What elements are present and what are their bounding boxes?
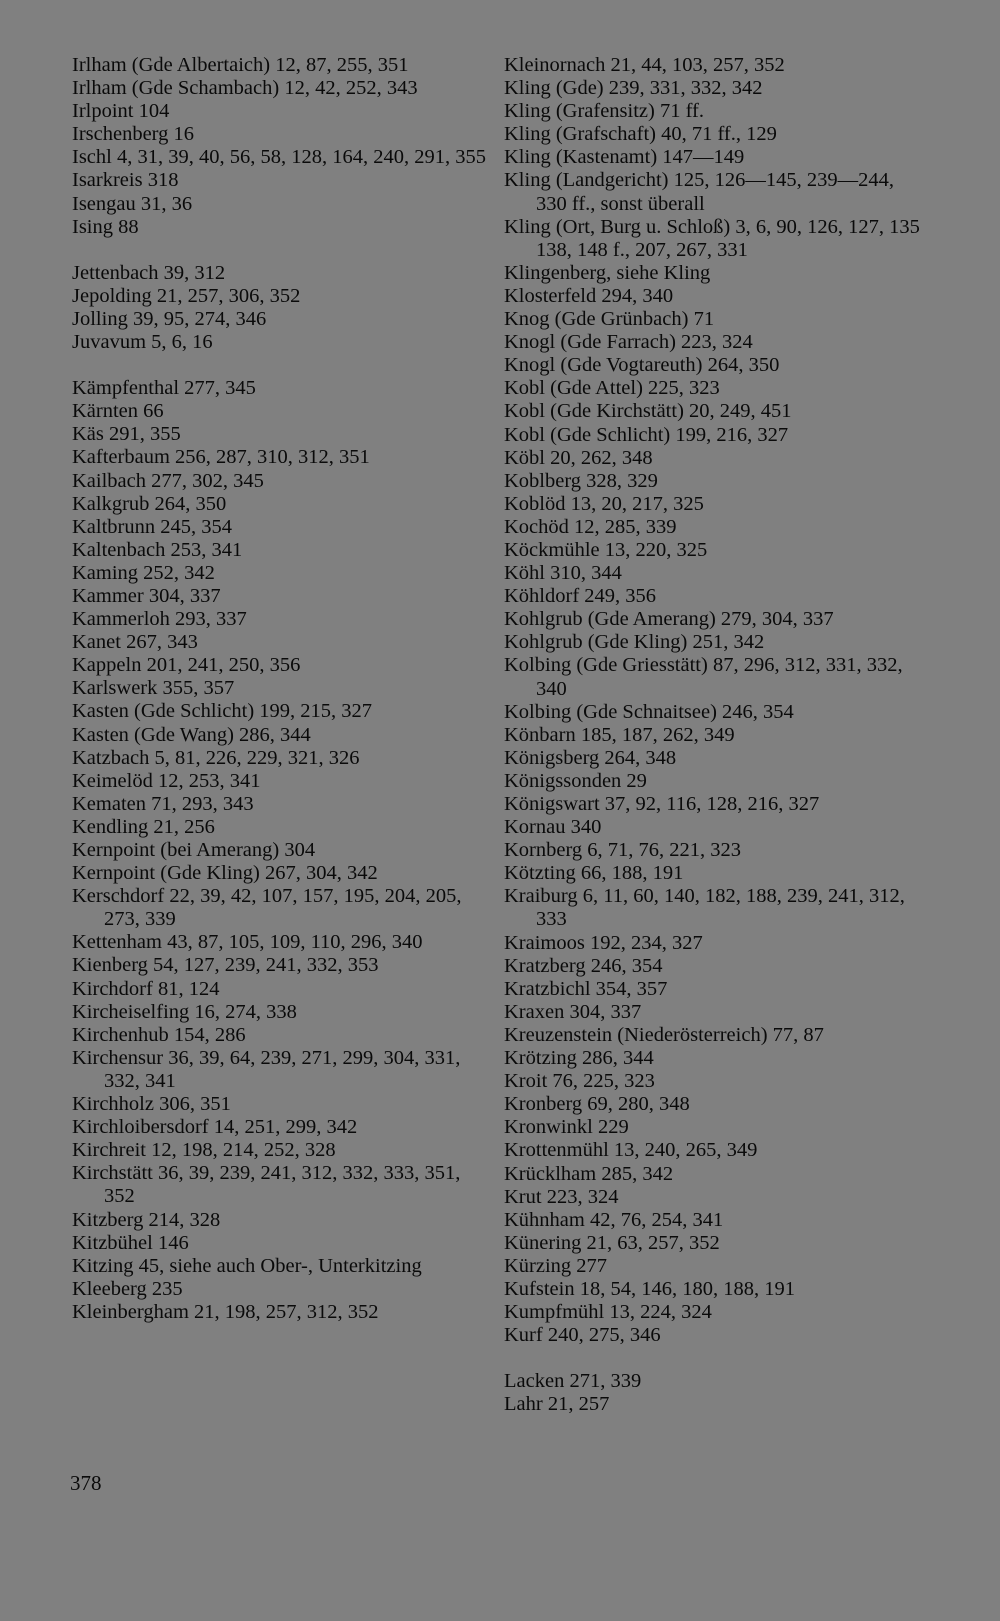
- index-entry: Kammerloh 293, 337: [72, 608, 247, 631]
- index-entry: Kendling 21, 256: [72, 815, 215, 838]
- index-entry: Kohlgrub (Gde Kling) 251, 342: [504, 631, 765, 654]
- index-entry: Kerschdorf 22, 39, 42, 107, 157, 195, 204, 205, 273, 339: [72, 885, 462, 931]
- index-entry: Kitzing 45, siehe auch Ober-, Unterkitzing: [72, 1254, 422, 1277]
- index-entry: Kernpoint (Gde Kling) 267, 304, 342: [72, 862, 378, 885]
- index-entry: Kafterbaum 256, 287, 310, 312, 351: [72, 446, 370, 469]
- index-entry: Kling (Grafensitz) 71 ff.: [504, 100, 705, 123]
- index-entry: Kaltbrunn 245, 354: [72, 515, 232, 538]
- index-entry: Käs 291, 355: [72, 423, 181, 446]
- index-entry: Irlpoint 104: [72, 100, 170, 123]
- index-entry: Kitzbühel 146: [72, 1231, 189, 1254]
- index-entry: Kurf 240, 275, 346: [504, 1324, 661, 1347]
- index-entry: Kohlgrub (Gde Amerang) 279, 304, 337: [504, 608, 834, 631]
- index-entry: Kirchholz 306, 351: [72, 1093, 231, 1116]
- index-entry: Kraiburg 6, 11, 60, 140, 182, 188, 239, 241, 312, 333: [504, 885, 905, 931]
- index-entry: Königssonden 29: [504, 769, 647, 792]
- index-entry: Kroit 76, 225, 323: [504, 1070, 655, 1093]
- index-column-left: [72, 54, 492, 1324]
- index-entry: Künering 21, 63, 257, 352: [504, 1231, 720, 1254]
- letter-group-gap: [504, 1347, 924, 1370]
- index-entry: Köhldorf 249, 356: [504, 585, 657, 608]
- index-entry: Kleinbergham 21, 198, 257, 312, 352: [72, 1300, 379, 1323]
- index-entry: Kolbing (Gde Schnaitsee) 246, 354: [504, 700, 794, 723]
- index-entry: Kratzberg 246, 354: [504, 954, 663, 977]
- index-entry: Klingenberg, siehe Kling: [504, 261, 711, 284]
- index-entry: Irlham (Gde Albertaich) 12, 87, 255, 351: [72, 54, 409, 76]
- index-entry: Keimelöd 12, 253, 341: [72, 769, 261, 792]
- index-entry: Kasten (Gde Wang) 286, 344: [72, 723, 311, 746]
- index-entry: Krut 223, 324: [504, 1185, 619, 1208]
- index-entry: Kirchdorf 81, 124: [72, 977, 220, 1000]
- index-entry: Kornau 340: [504, 816, 602, 839]
- index-entry: Kötzting 66, 188, 191: [504, 862, 684, 885]
- index-entry: Ischl 4, 31, 39, 40, 56, 58, 128, 164, 240, 291, 355: [72, 146, 486, 169]
- index-entry: Kling (Gde) 239, 331, 332, 342: [504, 77, 763, 100]
- index-entry: Lacken 271, 339: [504, 1370, 642, 1393]
- index-entry: Kirchstätt 36, 39, 239, 241, 312, 332, 333, 351, 352: [72, 1162, 461, 1208]
- index-entry: Kaltenbach 253, 341: [72, 538, 243, 561]
- index-entry: Knogl (Gde Farrach) 223, 324: [504, 331, 753, 354]
- page-number: 378: [70, 1471, 102, 1495]
- index-entry: Knogl (Gde Vogtareuth) 264, 350: [504, 354, 780, 377]
- index-entry: Isengau 31, 36: [72, 192, 193, 215]
- index-entry: Irlham (Gde Schambach) 12, 42, 252, 343: [72, 77, 418, 100]
- index-entry: Kailbach 277, 302, 345: [72, 469, 264, 492]
- index-entry: Königswart 37, 92, 116, 128, 216, 327: [504, 793, 820, 815]
- index-entry: Kling (Kastenamt) 147—149: [504, 146, 745, 169]
- index-entry: Kirchensur 36, 39, 64, 239, 271, 299, 304, 331, 332, 341: [72, 1046, 461, 1092]
- letter-group-gap: [72, 239, 492, 262]
- index-entry: Jolling 39, 95, 274, 346: [72, 307, 267, 330]
- index-entry: Kratzbichl 354, 357: [504, 977, 668, 1000]
- index-entry: Kreuzenstein (Niederösterreich) 77, 87: [504, 1023, 824, 1046]
- index-entry: Köckmühle 13, 220, 325: [504, 538, 708, 561]
- index-entry: Kanet 267, 343: [72, 631, 198, 654]
- index-entry: Klosterfeld 294, 340: [504, 284, 674, 307]
- index-entry: Königsberg 264, 348: [504, 746, 677, 769]
- index-entry: Kling (Ort, Burg u. Schloß) 3, 6, 90, 126, 127, 135 138, 148 f., 207, 267, 331: [504, 215, 920, 261]
- index-entry: Kappeln 201, 241, 250, 356: [72, 654, 301, 677]
- index-entry: Ising 88: [72, 215, 139, 238]
- index-entry: Kürzing 277: [504, 1254, 608, 1277]
- index-entry: Kernpoint (bei Amerang) 304: [72, 839, 316, 861]
- index-entry: Isarkreis 318: [72, 169, 179, 192]
- index-entry: Kleeberg 235: [72, 1277, 183, 1300]
- index-entry: Kircheiselfing 16, 274, 338: [72, 1000, 297, 1023]
- index-entry: Krötzing 286, 344: [504, 1047, 654, 1070]
- index-entry: Irschenberg 16: [72, 123, 195, 146]
- index-entry: Kornberg 6, 71, 76, 221, 323: [504, 839, 742, 862]
- index-entry: Kobl (Gde Attel) 225, 323: [504, 377, 720, 400]
- index-entry: Kirchloibersdorf 14, 251, 299, 342: [72, 1116, 358, 1139]
- index-entry: Kolbing (Gde Griesstätt) 87, 296, 312, 331, 332, 340: [504, 654, 903, 700]
- index-entry: Kämpfenthal 277, 345: [72, 377, 256, 400]
- index-entry: Kumpfmühl 13, 224, 324: [504, 1301, 712, 1324]
- index-entry: Köbl 20, 262, 348: [504, 446, 653, 469]
- index-entry: Kronberg 69, 280, 348: [504, 1093, 690, 1116]
- index-entry: Kirchreit 12, 198, 214, 252, 328: [72, 1139, 336, 1162]
- index-entry: Juvavum 5, 6, 16: [72, 331, 213, 354]
- index-entry: Jepolding 21, 257, 306, 352: [72, 284, 301, 307]
- index-entry: Kufstein 18, 54, 146, 180, 188, 191: [504, 1277, 795, 1300]
- index-entry: Kobl (Gde Kirchstätt) 20, 249, 451: [504, 400, 792, 423]
- index-entry: Krottenmühl 13, 240, 265, 349: [504, 1139, 758, 1162]
- index-entry: Kasten (Gde Schlicht) 199, 215, 327: [72, 700, 373, 723]
- index-entry: Lahr 21, 257: [504, 1393, 610, 1416]
- index-entry: Kraxen 304, 337: [504, 1000, 642, 1023]
- index-entry: Kienberg 54, 127, 239, 241, 332, 353: [72, 954, 379, 977]
- index-entry: Kobl (Gde Schlicht) 199, 216, 327: [504, 423, 789, 446]
- index-entry: Koblberg 328, 329: [504, 469, 658, 492]
- index-entry: Krücklham 285, 342: [504, 1162, 674, 1185]
- index-entry: Kling (Landgericht) 125, 126—145, 239—244, 330 ff., sonst überall: [504, 169, 895, 215]
- index-entry: Koblöd 13, 20, 217, 325: [504, 492, 704, 515]
- index-entry: Kärnten 66: [72, 400, 164, 423]
- index-entry: Kleinornach 21, 44, 103, 257, 352: [504, 54, 785, 76]
- index-entry: Könbarn 185, 187, 262, 349: [504, 723, 735, 746]
- index-entry: Kitzberg 214, 328: [72, 1208, 221, 1231]
- index-column-right: [504, 54, 924, 1416]
- index-entry: Jettenbach 39, 312: [72, 261, 226, 284]
- index-entry: Kalkgrub 264, 350: [72, 492, 227, 515]
- index-entry: Kammer 304, 337: [72, 584, 221, 607]
- index-entry: Kochöd 12, 285, 339: [504, 515, 677, 538]
- index-entry: Kronwinkl 229: [504, 1116, 629, 1139]
- index-entry: Katzbach 5, 81, 226, 229, 321, 326: [72, 746, 360, 769]
- index-entry: Kling (Grafschaft) 40, 71 ff., 129: [504, 123, 777, 146]
- index-entry: Köhl 310, 344: [504, 562, 622, 585]
- index-entry: Kaming 252, 342: [72, 561, 215, 584]
- index-entry: Kematen 71, 293, 343: [72, 792, 254, 815]
- letter-group-gap: [72, 354, 492, 377]
- index-entry: Knog (Gde Grünbach) 71: [504, 308, 715, 331]
- index-entry: Karlswerk 355, 357: [72, 677, 235, 700]
- index-entry: Kühnham 42, 76, 254, 341: [504, 1208, 724, 1231]
- index-entry: Kettenham 43, 87, 105, 109, 110, 296, 340: [72, 931, 423, 954]
- index-entry: Kirchenhub 154, 286: [72, 1023, 246, 1046]
- index-entry: Kraimoos 192, 234, 327: [504, 931, 703, 954]
